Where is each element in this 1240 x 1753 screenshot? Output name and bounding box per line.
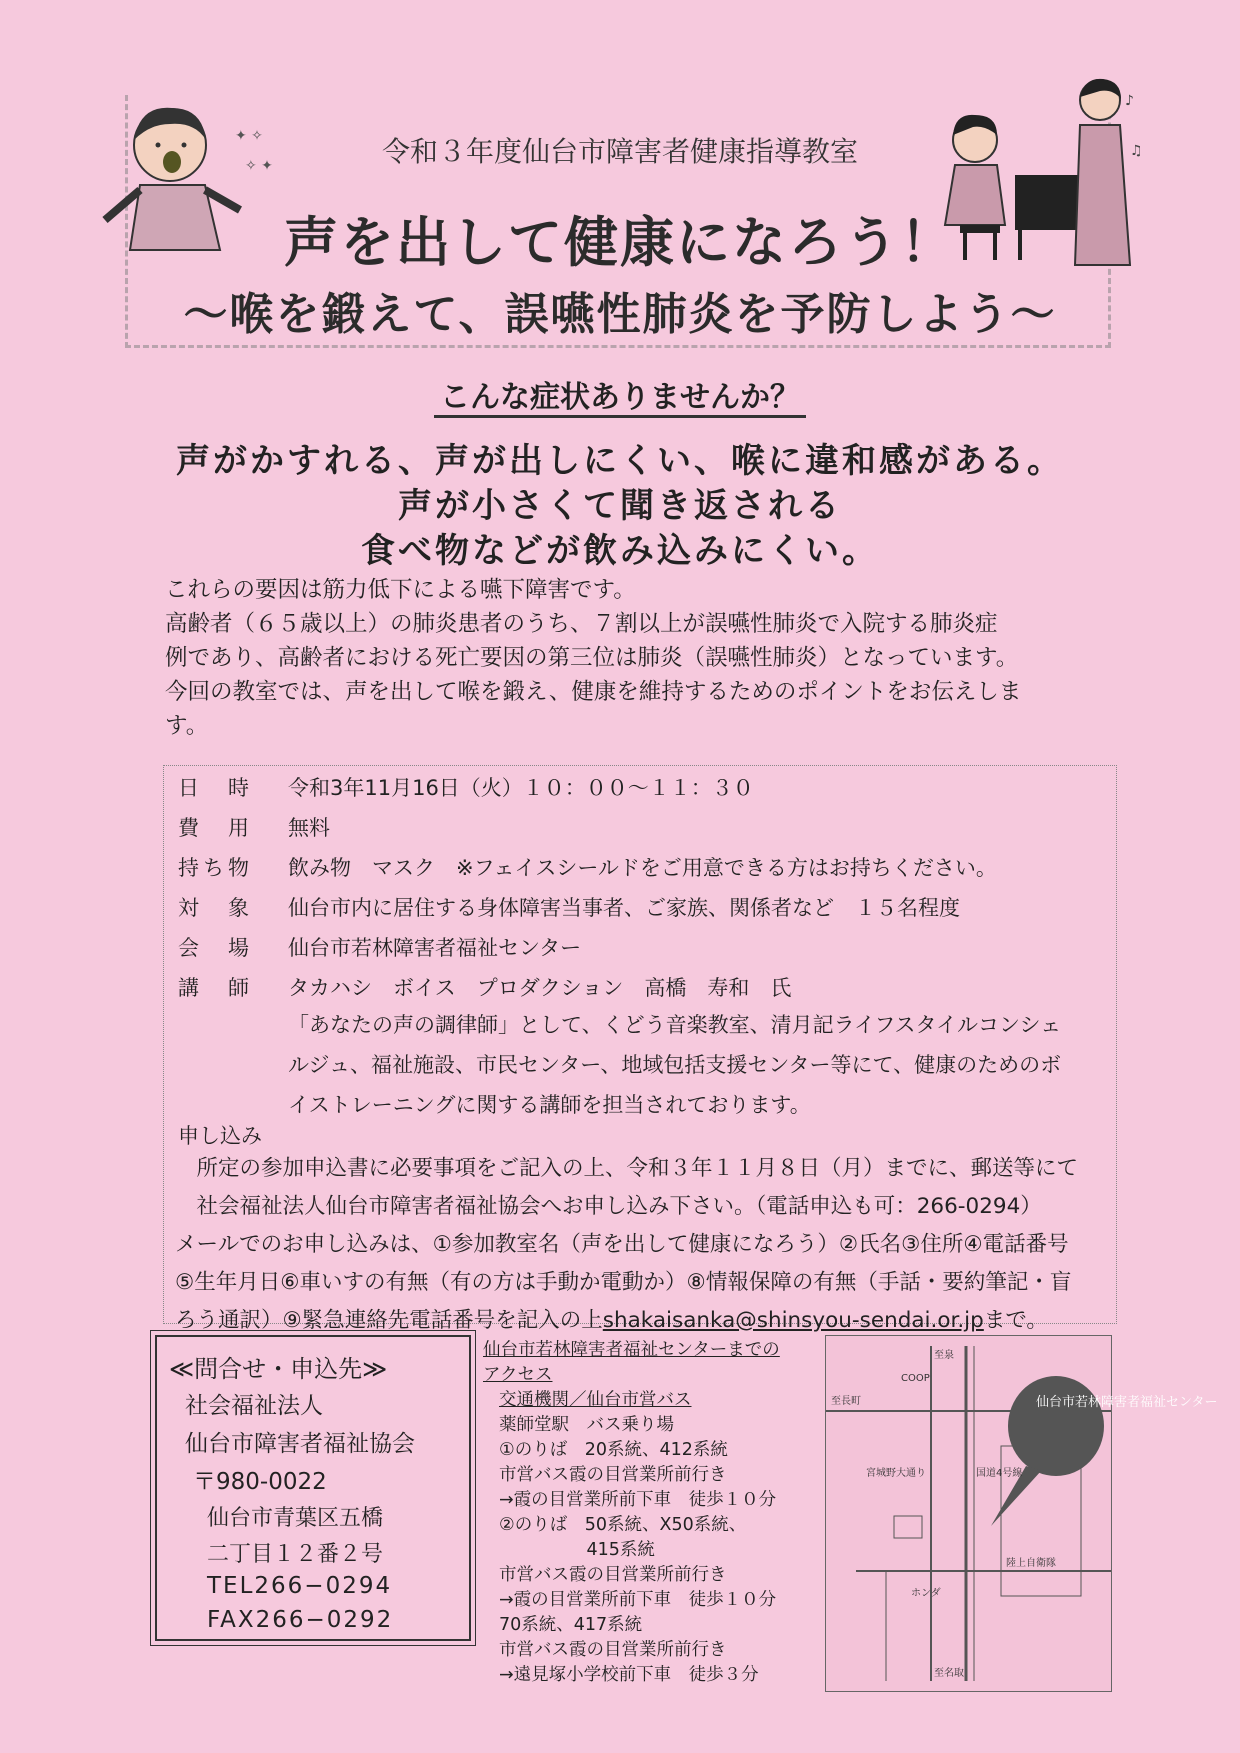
access-line: 415系統 bbox=[499, 1540, 655, 1560]
detail-row-belongings bbox=[178, 855, 278, 881]
apply-line-tail: まで。 bbox=[983, 1308, 1048, 1333]
map-label: ホンダ bbox=[911, 1588, 941, 1599]
contact-address-2: 二丁目１２番２号 bbox=[207, 1542, 384, 1567]
lecturer-description bbox=[288, 1005, 1100, 1125]
map-label: 至泉 bbox=[934, 1350, 954, 1361]
intro-paragraph bbox=[165, 573, 1110, 743]
apply-line: 社会福祉法人仙台市障害者福祉協会へお申し込み下さい。（電話申込も可：266-0294） bbox=[175, 1194, 1042, 1219]
detail-value-datetime: 令和3年11月16日（火）１０：００〜１１：３０ bbox=[288, 776, 754, 800]
detail-label: 費 用 bbox=[178, 816, 253, 840]
lecturer-line: イストレーニングに関する講師を担当されております。 bbox=[288, 1093, 811, 1117]
contact-org-name: 仙台市障害者福祉協会 bbox=[185, 1431, 415, 1457]
contact-tel: TEL266−0294 bbox=[207, 1573, 393, 1599]
apply-heading: 申し込み bbox=[178, 1124, 262, 1148]
svg-text:♫: ♫ bbox=[1130, 143, 1143, 159]
intro-line: す。 bbox=[165, 713, 209, 739]
access-line: ①のりば 20系統、412系統 bbox=[499, 1440, 728, 1460]
symptom-1: 声がかすれる、声が出しにくい、喉に違和感がある。 bbox=[176, 441, 1064, 481]
detail-label: 対 象 bbox=[178, 896, 253, 920]
email-link[interactable]: shakaisanka@shinsyou-sendai.or.jp bbox=[602, 1308, 984, 1333]
access-line: 70系統、417系統 bbox=[499, 1615, 643, 1635]
apply-line: ⑤生年月日⑥車いすの有無（有の方は手動か電動か）⑧情報保障の有無（手話・要約筆記・盲 bbox=[175, 1270, 1072, 1295]
map-label: 陸上自衛隊 bbox=[1006, 1558, 1056, 1569]
map-label: 至長町 bbox=[831, 1396, 861, 1407]
detail-row-lecturer bbox=[178, 975, 278, 1001]
apply-line-text: ろう通訳）⑨緊急連絡先電話番号を記入の上 bbox=[175, 1308, 603, 1333]
contact-postal: 〒980-0022 bbox=[193, 1469, 327, 1495]
map-label: 国道4号線 bbox=[976, 1468, 1023, 1479]
intro-line: 高齢者（６５歳以上）の肺炎患者のうち、７割以上が誤嚥性肺炎で入院する肺炎症 bbox=[165, 611, 998, 637]
access-map bbox=[825, 1335, 1218, 1692]
access-title-1: 仙台市若林障害者福祉センターまでの bbox=[483, 1340, 780, 1360]
contact-org-type: 社会福祉法人 bbox=[185, 1393, 323, 1419]
detail-label: 講 師 bbox=[178, 976, 253, 1000]
map-label: COOP bbox=[901, 1373, 930, 1384]
detail-value-fee: 無料 bbox=[288, 816, 330, 840]
detail-row-fee bbox=[178, 815, 278, 841]
intro-line: これらの要因は筋力低下による嚥下障害です。 bbox=[165, 577, 636, 603]
apply-instructions bbox=[175, 1150, 1105, 1340]
lecturer-line: ルジュ、福祉施設、市民センター、地域包括支援センター等にて、健康のためのボ bbox=[288, 1053, 1062, 1077]
secondary-title: 〜喉を鍛えて、誤嚥性肺炎を予防しよう〜 bbox=[183, 289, 1057, 340]
svg-text:✦ ✧: ✦ ✧ bbox=[235, 128, 263, 144]
access-title-2: アクセス bbox=[483, 1365, 553, 1385]
access-line: ②のりば 50系統、X50系統、 bbox=[499, 1515, 747, 1535]
intro-line: 例であり、高齢者における死亡要因の第三位は肺炎（誤嚥性肺炎）となっています。 bbox=[165, 645, 1019, 671]
apply-line: メールでのお申し込みは、①参加教室名（声を出して健康になろう）②氏名③住所④電話番号 bbox=[175, 1232, 1069, 1257]
detail-label: 会 場 bbox=[178, 936, 253, 960]
contact-address-1: 仙台市青葉区五橋 bbox=[207, 1506, 384, 1531]
access-line: 薬師堂駅 バス乗り場 bbox=[499, 1415, 674, 1435]
svg-text:✧ ✦: ✧ ✦ bbox=[245, 158, 273, 174]
event-subtitle: 令和３年度仙台市障害者健康指導教室 bbox=[381, 135, 858, 168]
access-line: →遠見塚小学校前下車 徒歩３分 bbox=[499, 1665, 759, 1685]
map-center-label: 仙台市若林障害者福祉センター bbox=[1036, 1395, 1218, 1410]
svg-text:♪: ♪ bbox=[1125, 93, 1134, 109]
detail-label: 持ち物 bbox=[178, 856, 253, 880]
map-drawing bbox=[826, 1336, 1218, 1691]
contact-box bbox=[155, 1335, 471, 1641]
lecturer-line: 「あなたの声の調律師」として、くどう音楽教室、清月記ライフスタイルコンシェ bbox=[288, 1013, 1062, 1037]
detail-row-venue bbox=[178, 935, 278, 961]
map-label: 至名取 bbox=[934, 1668, 964, 1679]
symptom-3: 食べ物などが飲み込みにくい。 bbox=[361, 531, 879, 571]
detail-value-belongings: 飲み物 マスク ※フェイスシールドをご用意できる方はお持ちください。 bbox=[288, 856, 997, 880]
detail-value-target: 仙台市内に居住する身体障害当事者、ご家族、関係者など １５名程度 bbox=[288, 896, 960, 920]
map-label: 宮城野大通り bbox=[866, 1468, 926, 1479]
symptom-2: 声が小さくて聞き返される bbox=[398, 486, 842, 526]
main-title: 声を出して健康になろう！ bbox=[284, 211, 956, 274]
apply-line: 所定の参加申込書に必要事項をご記入の上、令和３年１１月８日（月）までに、郵送等にて bbox=[175, 1156, 1079, 1181]
access-line: 市営バス霞の目営業所前行き bbox=[499, 1640, 727, 1660]
contact-fax: FAX266−0292 bbox=[207, 1607, 394, 1633]
detail-label: 日 時 bbox=[178, 776, 253, 800]
access-line: 市営バス霞の目営業所前行き bbox=[499, 1565, 727, 1585]
access-line: →霞の目営業所前下車 徒歩１０分 bbox=[499, 1490, 777, 1510]
access-transport: 交通機関／仙台市営バス bbox=[499, 1390, 692, 1410]
access-line: 市営バス霞の目営業所前行き bbox=[499, 1465, 727, 1485]
question-heading bbox=[0, 372, 1240, 416]
contact-title: ≪問合せ・申込先≫ bbox=[169, 1355, 388, 1383]
detail-value-lecturer: タカハシ ボイス プロダクション 高橋 寿和 氏 bbox=[288, 976, 792, 1000]
detail-value-venue: 仙台市若林障害者福祉センター bbox=[288, 936, 582, 960]
access-info bbox=[483, 1338, 803, 1688]
access-line: →霞の目営業所前下車 徒歩１０分 bbox=[499, 1590, 777, 1610]
detail-row-datetime bbox=[178, 775, 278, 801]
detail-row-target bbox=[178, 895, 278, 921]
question-text: こんな症状ありませんか？ bbox=[434, 380, 806, 418]
intro-line: 今回の教室では、声を出して喉を鍛え、健康を維持するためのポイントをお伝えしま bbox=[165, 679, 1022, 705]
